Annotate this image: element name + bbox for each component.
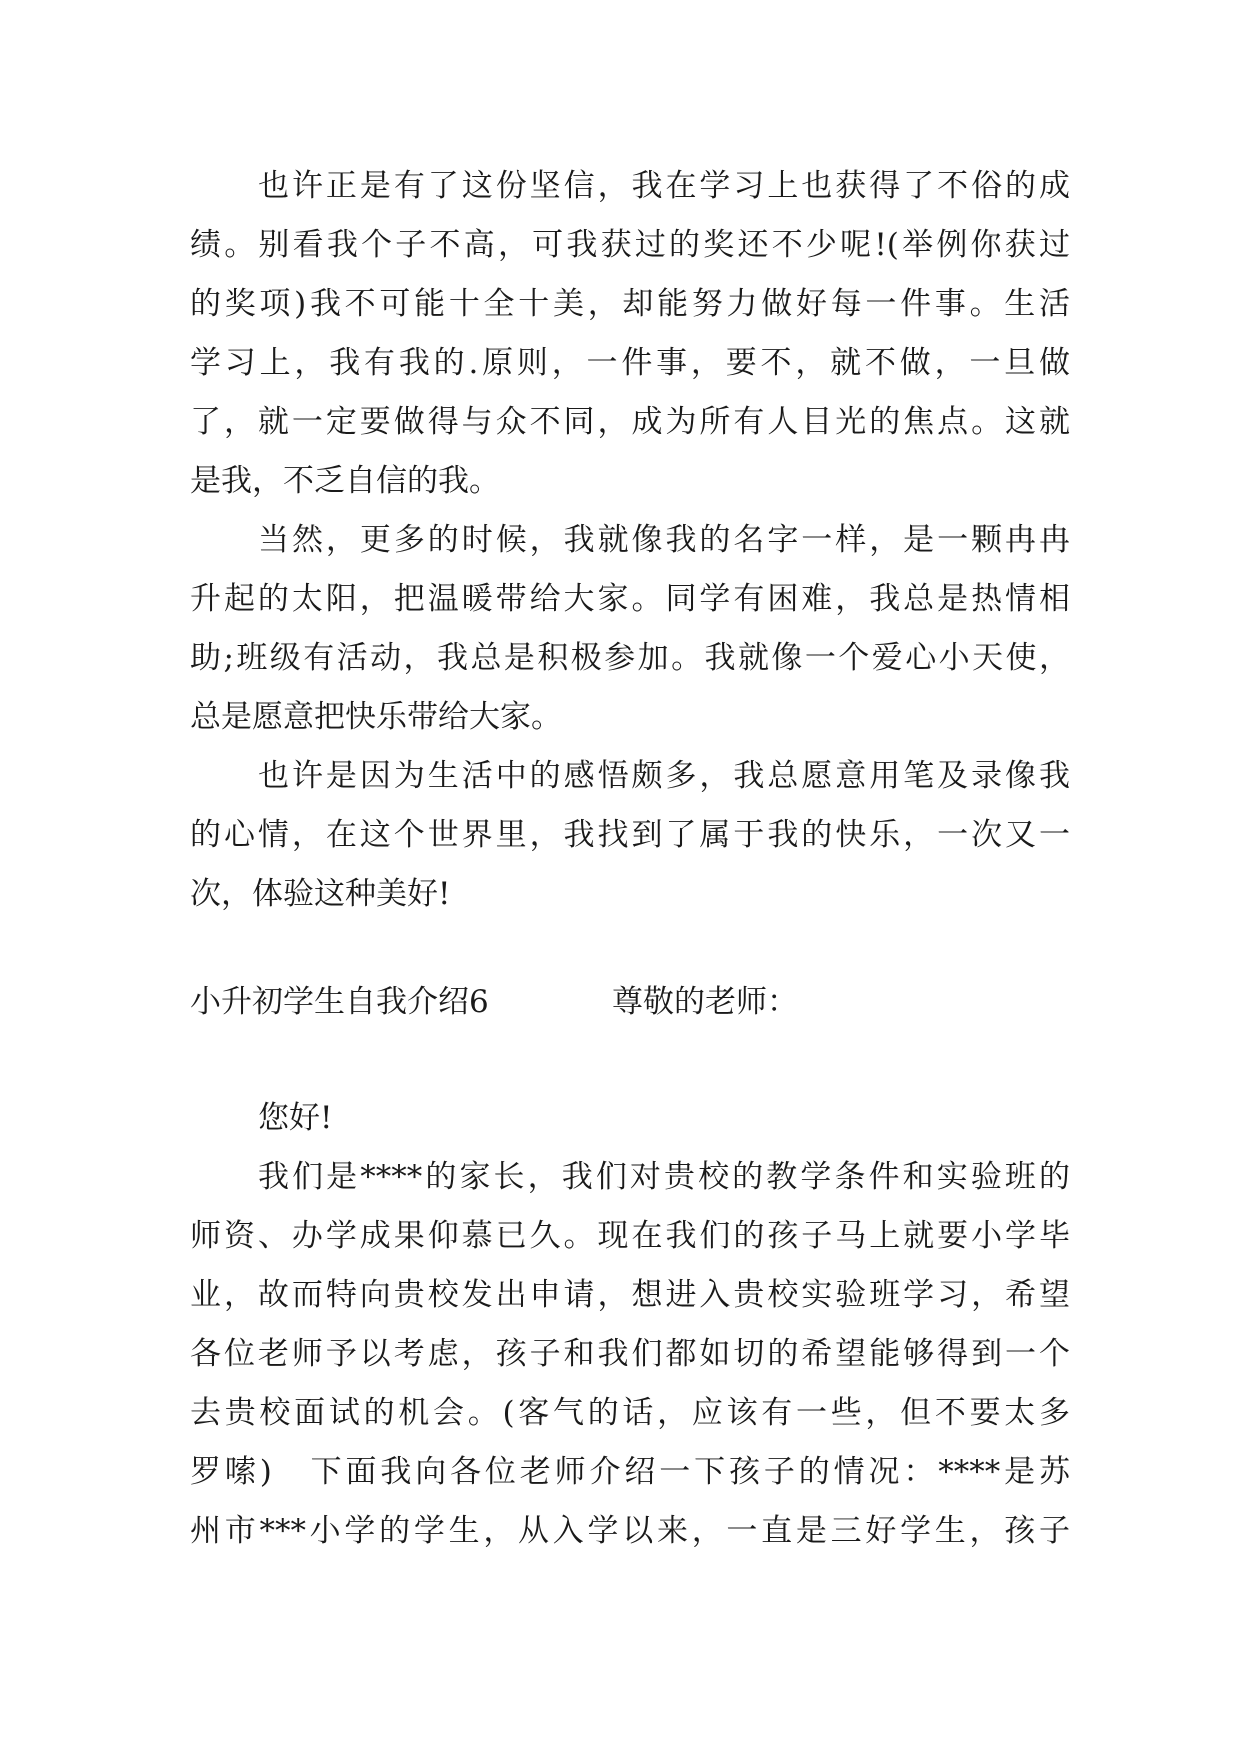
paragraph-3-line-2: 的心情，在这个世界里，我找到了属于我的快乐，一次又一: [190, 817, 1070, 853]
paragraph-4-line-5: 去贵校面试的机会。(客气的话，应该有一些，但不要太多: [190, 1395, 1070, 1431]
paragraph-1-line-3: 的奖项)我不可能十全十美，却能努力做好每一件事。生活: [190, 286, 1070, 322]
paragraph-4-line-4: 各位老师予以考虑，孩子和我们都如切的希望能够得到一个: [190, 1336, 1070, 1372]
paragraph-1-line-5: 了，就一定要做得与众不同，成为所有人目光的焦点。这就: [190, 404, 1070, 440]
paragraph-2-line-3: 助;班级有活动，我总是积极参加。我就像一个爱心小天使，: [190, 640, 1070, 676]
salutation: 您好!: [258, 1100, 333, 1136]
paragraph-3-line-3: 次，体验这种美好!: [190, 876, 451, 912]
paragraph-4-line-6: 罗嗦) 下面我向各位老师介绍一下孩子的情况：****是苏: [190, 1454, 1070, 1490]
paragraph-4-line-7: 州市***小学的学生，从入学以来，一直是三好学生，孩子: [190, 1513, 1070, 1549]
section-heading-row: [190, 982, 1070, 1022]
letter-greeting: 尊敬的老师：: [612, 984, 798, 1020]
paragraph-2-line-2: 升起的太阳，把温暖带给大家。同学有困难，我总是热情相: [190, 581, 1070, 617]
paragraph-1-line-6: 是我，不乏自信的我。: [190, 463, 500, 499]
paragraph-1-line-2: 绩。别看我个子不高，可我获过的奖还不少呢!(举例你获过: [190, 227, 1070, 263]
paragraph-1-line-1: 也许正是有了这份坚信，我在学习上也获得了不俗的成: [258, 168, 1070, 204]
paragraph-4-line-2: 师资、办学成果仰慕已久。现在我们的孩子马上就要小学毕: [190, 1218, 1070, 1254]
paragraph-3-line-1: 也许是因为生活中的感悟颇多，我总愿意用笔及录像我: [258, 758, 1070, 794]
section-title: 小升初学生自我介绍6: [190, 984, 489, 1020]
paragraph-2-line-1: 当然，更多的时候，我就像我的名字一样，是一颗冉冉: [258, 522, 1070, 558]
paragraph-2-line-4: 总是愿意把快乐带给大家。: [190, 699, 562, 735]
paragraph-4-line-1: 我们是****的家长，我们对贵校的教学条件和实验班的: [258, 1159, 1070, 1195]
paragraph-1-line-4: 学习上，我有我的.原则，一件事，要不，就不做，一旦做: [190, 345, 1070, 381]
paragraph-4-line-3: 业，故而特向贵校发出申请，想进入贵校实验班学习，希望: [190, 1277, 1070, 1313]
